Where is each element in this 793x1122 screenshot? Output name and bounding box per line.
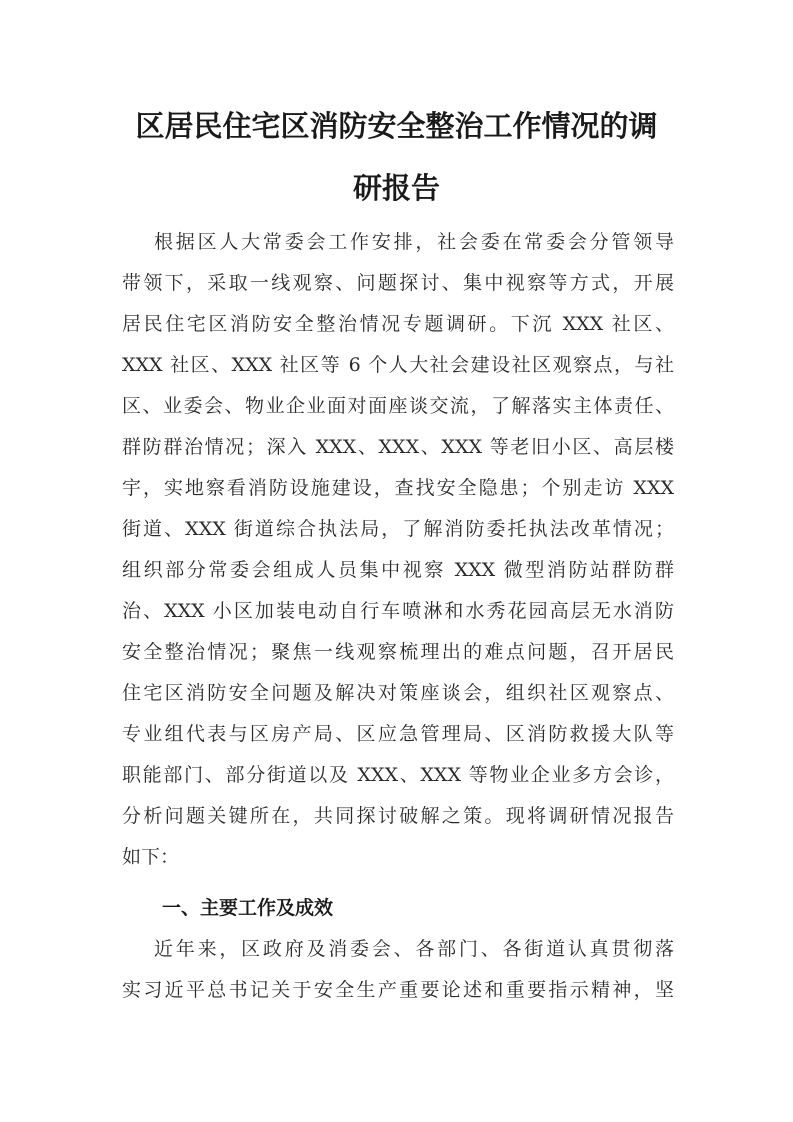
- paragraph-line: 根据区人大常委会工作安排，社会委在常委会分管领导: [154, 231, 674, 253]
- paragraph-line: 专业组代表与区房产局、区应急管理局、区消防救援大队等: [122, 723, 674, 745]
- paragraph-line: XXX 社区、XXX 社区等 6 个人大社会建设社区观察点，与社: [122, 354, 674, 376]
- paragraph-line: 安全整治情况；聚焦一线观察梳理出的难点问题，召开居民: [122, 641, 674, 663]
- paragraph-line: 实习近平总书记关于安全生产重要论述和重要指示精神，坚: [122, 979, 674, 1001]
- paragraph-line: 职能部门、部分街道以及 XXX、XXX 等物业企业多方会诊，: [122, 764, 674, 786]
- document-title-line-2: 研报告: [352, 171, 440, 205]
- document-title-line-1: 区居民住宅区消防安全整治工作情况的调: [135, 109, 658, 143]
- paragraph-line: 居民住宅区消防安全整治情况专题调研。下沉 XXX 社区、: [122, 313, 674, 335]
- section-heading: 一、主要工作及成效: [162, 897, 334, 919]
- paragraph-line: 街道、XXX 街道综合执法局，了解消防委托执法改革情况；: [122, 518, 674, 540]
- paragraph-line: 带领下，采取一线观察、问题探讨、集中视察等方式，开展: [122, 272, 674, 294]
- paragraph-line: 区、业委会、物业企业面对面座谈交流，了解落实主体责任、: [122, 395, 674, 417]
- paragraph-line: 近年来，区政府及消委会、各部门、各街道认真贯彻落: [154, 938, 674, 960]
- paragraph-line: 分析问题关键所在，共同探讨破解之策。现将调研情况报告: [122, 805, 674, 827]
- paragraph-line: 住宅区消防安全问题及解决对策座谈会，组织社区观察点、: [122, 682, 674, 704]
- paragraph-line: 群防群治情况；深入 XXX、XXX、XXX 等老旧小区、高层楼: [122, 436, 674, 458]
- paragraph-line: 如下：: [122, 846, 180, 868]
- paragraph-line: 宇，实地察看消防设施建设，查找安全隐患；个别走访 XXX: [122, 477, 674, 499]
- paragraph-line: 治、XXX 小区加装电动自行车喷淋和水秀花园高层无水消防: [122, 600, 674, 622]
- paragraph-line: 组织部分常委会组成人员集中视察 XXX 微型消防站群防群: [122, 559, 674, 581]
